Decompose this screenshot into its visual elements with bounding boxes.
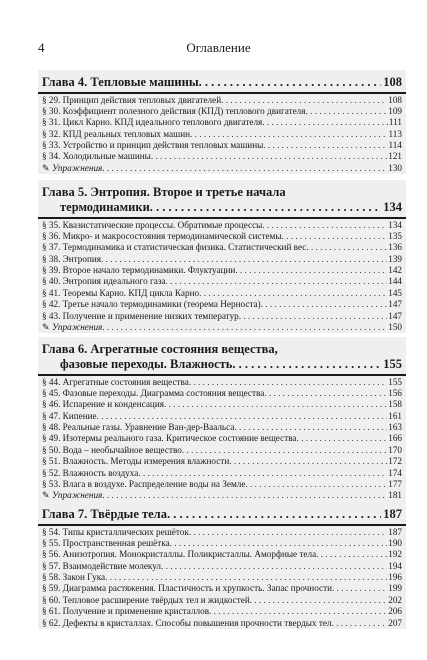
toc-entry-title: § 49. Изотермы реального газа. Критическое состояние вещества bbox=[42, 433, 297, 444]
toc-entry-exercises bbox=[42, 163, 402, 174]
toc-entry-title: § 35. Квазистатические процессы. Обратимые процессы bbox=[42, 219, 263, 230]
toc-entry-title: § 54. Типы кристаллических решёток bbox=[42, 526, 189, 537]
toc-entry-title: § 42. Третье начало термодинамики (теорема Нерноста) bbox=[42, 299, 261, 310]
toc-entry-title: § 40. Энтропия идеального газа bbox=[42, 276, 166, 287]
dot-leader bbox=[167, 507, 381, 522]
toc-entry-title: § 60. Тепловое расширение твёрдых тел и жидкостей bbox=[42, 594, 250, 605]
toc-entry-title: § 30. Коэффициент полезного действия (КПД) теплового двигателя bbox=[42, 105, 306, 116]
toc-entry bbox=[42, 265, 402, 276]
toc-entry-page: 156 bbox=[388, 387, 402, 398]
toc-entry bbox=[42, 468, 402, 479]
toc-entry bbox=[42, 231, 402, 242]
toc-entry-page: 155 bbox=[388, 376, 402, 387]
dot-leader bbox=[164, 399, 387, 410]
chapter-title-text: Глава 6. Агрегатные состояния вещества, bbox=[42, 342, 278, 356]
toc-entry-page: 139 bbox=[388, 253, 402, 264]
toc-entry bbox=[42, 129, 402, 140]
toc-entry bbox=[42, 538, 402, 549]
toc-entry bbox=[42, 595, 402, 606]
toc-entry-title: § 29. Принцип действия тепловых двигателей bbox=[42, 94, 222, 105]
toc-entry-title: § 61. Получение и применение кристаллов bbox=[42, 606, 210, 617]
section-list bbox=[38, 94, 406, 175]
dot-leader bbox=[229, 456, 387, 467]
dot-leader bbox=[306, 242, 387, 253]
toc-entry bbox=[42, 106, 402, 117]
dot-leader bbox=[262, 117, 388, 128]
dot-leader bbox=[190, 129, 388, 140]
toc-entry-page: 163 bbox=[388, 422, 402, 433]
toc-entry-title: § 55. Пространственная решётка bbox=[42, 537, 170, 548]
toc-entry-title: § 32. КПД реальных тепловых машин bbox=[42, 128, 191, 139]
chapter-block bbox=[38, 180, 406, 333]
dot-leader bbox=[138, 468, 387, 479]
toc-entry-page: 187 bbox=[388, 526, 402, 537]
toc-entry-page: 135 bbox=[388, 230, 402, 241]
dot-leader bbox=[297, 433, 388, 444]
toc-entry-page: 150 bbox=[388, 322, 402, 333]
toc-entry bbox=[42, 388, 402, 399]
toc-entry-page: 113 bbox=[388, 128, 402, 139]
toc-entry-title: Упражнения bbox=[52, 162, 103, 173]
toc-entry-title: § 52. Влажность воздуха bbox=[42, 467, 139, 478]
toc-entry bbox=[42, 377, 402, 388]
dot-leader bbox=[151, 151, 387, 162]
chapter-page-number: 187 bbox=[383, 507, 402, 521]
chapter-title-line bbox=[42, 200, 402, 215]
toc-entry-page: 134 bbox=[388, 219, 402, 230]
toc-entry-title: § 56. Анизотропия. Монокристаллы. Поликристаллы. Аморфные тела bbox=[42, 549, 317, 560]
chapter-title-text: Глава 5. Энтропия. Второе и третье начала bbox=[42, 185, 286, 199]
toc-entry bbox=[42, 422, 402, 433]
chapter-title-text: фазовые переходы. Влажность bbox=[60, 357, 233, 371]
toc-entry-page: 121 bbox=[388, 151, 402, 162]
toc-entry-page: 144 bbox=[388, 276, 402, 287]
toc-entry-page: 136 bbox=[388, 242, 402, 253]
toc-entry-page: 199 bbox=[388, 583, 402, 594]
toc-entry-page: 172 bbox=[388, 456, 402, 467]
dot-leader bbox=[234, 422, 387, 433]
toc-entry-page: 194 bbox=[388, 560, 402, 571]
dot-leader bbox=[199, 75, 382, 90]
toc-entry-page: 142 bbox=[388, 265, 402, 276]
toc-entry-page: 202 bbox=[388, 594, 402, 605]
chapter-heading bbox=[38, 180, 406, 217]
toc-entry bbox=[42, 399, 402, 410]
toc-entry-page: 206 bbox=[388, 606, 402, 617]
toc-entry-page: 161 bbox=[388, 410, 402, 421]
toc-entry-page: 108 bbox=[388, 94, 402, 105]
page-header bbox=[38, 40, 399, 58]
page-title: Оглавление bbox=[186, 40, 251, 55]
dot-leader bbox=[282, 231, 388, 242]
dot-leader bbox=[332, 583, 387, 594]
toc-entry-title: § 39. Второе начало термодинамики. Флуктуации bbox=[42, 265, 236, 276]
toc-entry-title: § 43. Получение и применение низких температур bbox=[42, 310, 239, 321]
toc-entry bbox=[42, 527, 402, 538]
chapter-title-line bbox=[42, 75, 402, 90]
toc-entry-page: 190 bbox=[388, 537, 402, 548]
toc-entry bbox=[42, 561, 402, 572]
chapter-title-text: термодинамики bbox=[60, 200, 150, 214]
toc-entry bbox=[42, 583, 402, 594]
toc-entry-page: 192 bbox=[388, 549, 402, 560]
chapter-page-number: 134 bbox=[383, 200, 402, 214]
toc-entry-title: § 46. Испарение и конденсация bbox=[42, 399, 164, 410]
chapter-block bbox=[38, 70, 406, 174]
dot-leader bbox=[261, 299, 388, 310]
dot-leader bbox=[209, 606, 387, 617]
chapter-page-number: 108 bbox=[383, 75, 402, 89]
toc-entry bbox=[42, 549, 402, 560]
dot-leader bbox=[199, 288, 387, 299]
toc-entry bbox=[42, 456, 402, 467]
dot-leader bbox=[97, 411, 388, 422]
chapter-heading bbox=[38, 70, 406, 92]
dot-leader bbox=[166, 276, 388, 287]
dot-leader bbox=[239, 311, 387, 322]
toc-entry bbox=[42, 117, 402, 128]
section-list bbox=[38, 376, 406, 502]
toc-entry-page: 147 bbox=[388, 310, 402, 321]
pencil-icon: ✎ bbox=[42, 162, 50, 173]
chapter-page-number: 155 bbox=[383, 357, 402, 371]
toc-entry-title: § 38. Энтропия bbox=[42, 253, 102, 264]
toc-entry-title: § 31. Цикл Карно. КПД идеального теплового двигателя bbox=[42, 117, 263, 128]
toc-entry-title: § 33. Устройство и принцип действия тепловых машины bbox=[42, 140, 264, 151]
toc-entry bbox=[42, 479, 402, 490]
toc-entry-title: § 44. Агрегатные состояния вещества bbox=[42, 376, 189, 387]
toc-entry bbox=[42, 151, 402, 162]
dot-leader bbox=[316, 549, 387, 560]
toc-entry bbox=[42, 220, 402, 231]
chapter-title-line bbox=[42, 357, 402, 372]
chapter-title-text: Глава 4. Тепловые машины bbox=[42, 75, 199, 89]
toc-entry-title: § 37. Термодинамика и статистическая физика. Статистический вес bbox=[42, 242, 307, 253]
toc-entry-page: 196 bbox=[388, 572, 402, 583]
toc-entry-title: § 59. Диаграмма растяжения. Пластичность и хрупкость. Запас прочности bbox=[42, 583, 333, 594]
toc-entry bbox=[42, 572, 402, 583]
chapter-title-line bbox=[42, 185, 402, 200]
toc-entry-page: 109 bbox=[388, 105, 402, 116]
dot-leader bbox=[232, 357, 381, 372]
toc-entry-page: 147 bbox=[388, 299, 402, 310]
toc-entry bbox=[42, 140, 402, 151]
toc-entry bbox=[42, 411, 402, 422]
toc-entry bbox=[42, 242, 402, 253]
toc-entry-page: 174 bbox=[388, 467, 402, 478]
toc-entry-page: 158 bbox=[388, 399, 402, 410]
dot-leader bbox=[250, 595, 387, 606]
toc-entry-title: § 57. Взаимодействие молекул bbox=[42, 560, 162, 571]
dot-leader bbox=[101, 254, 387, 265]
toc-entry bbox=[42, 95, 402, 106]
section-list bbox=[38, 219, 406, 334]
dot-leader bbox=[189, 527, 387, 538]
toc-entry bbox=[42, 433, 402, 444]
toc-entry-title: § 36. Микро- и макросостояния термодинамической системы bbox=[42, 230, 282, 241]
toc-entry-title: § 45. Фазовые переходы. Диаграмма состояния вещества bbox=[42, 387, 265, 398]
toc-entry-exercises bbox=[42, 322, 402, 333]
toc-entry-page: 145 bbox=[388, 287, 402, 298]
dot-leader bbox=[170, 538, 388, 549]
dot-leader bbox=[264, 388, 387, 399]
toc-entry-title: § 62. Дефекты в кристаллах. Способы повышения прочности твердых тел bbox=[42, 617, 332, 628]
chapter-title-line bbox=[42, 342, 402, 357]
toc-entry-page: 130 bbox=[388, 162, 402, 173]
toc-entry-title: § 48. Реальные газы. Уравнение Ван-дер-Ваальса bbox=[42, 422, 235, 433]
toc-entry-title: § 34. Холодильные машины bbox=[42, 151, 151, 162]
page-number: 4 bbox=[38, 40, 45, 55]
toc-entry bbox=[42, 445, 402, 456]
dot-leader bbox=[161, 561, 387, 572]
chapter-block bbox=[38, 337, 406, 502]
toc-entry-title: Упражнения bbox=[52, 490, 103, 501]
dot-leader bbox=[306, 106, 388, 117]
toc-entry-page: 181 bbox=[388, 490, 402, 501]
dot-leader bbox=[102, 490, 387, 501]
chapter-block bbox=[38, 502, 406, 629]
toc-entry-title: Упражнения bbox=[52, 322, 103, 333]
toc-entry bbox=[42, 288, 402, 299]
toc-entry-page: 166 bbox=[388, 433, 402, 444]
toc-entry-title: § 58. Закон Гука bbox=[42, 572, 106, 583]
dot-leader bbox=[150, 200, 381, 215]
dot-leader bbox=[221, 95, 387, 106]
toc-entry bbox=[42, 254, 402, 265]
chapter-heading bbox=[38, 337, 406, 374]
toc-entry-page: 170 bbox=[388, 444, 402, 455]
dot-leader bbox=[102, 163, 387, 174]
dot-leader bbox=[105, 572, 387, 583]
toc-entry-page: 207 bbox=[388, 617, 402, 628]
pencil-icon: ✎ bbox=[42, 490, 50, 501]
toc-entry bbox=[42, 606, 402, 617]
toc-entry bbox=[42, 311, 402, 322]
toc-entry-title: § 50. Вода – необычайное вещество bbox=[42, 444, 182, 455]
toc-entry-page: 177 bbox=[388, 479, 402, 490]
toc-entry-title: § 51. Влажность. Методы измерения влажности bbox=[42, 456, 230, 467]
toc-entry bbox=[42, 618, 402, 629]
dot-leader bbox=[262, 220, 387, 231]
toc-entry-page: 111 bbox=[388, 117, 402, 128]
dot-leader bbox=[102, 322, 387, 333]
dot-leader bbox=[235, 265, 387, 276]
dot-leader bbox=[263, 140, 387, 151]
dot-leader bbox=[182, 445, 387, 456]
chapter-title-text: Глава 7. Твёрдые тела bbox=[42, 507, 167, 521]
toc-entry-exercises bbox=[42, 490, 402, 501]
toc-entry-title: § 41. Теоремы Карно. КПД цикла Карно bbox=[42, 287, 200, 298]
dot-leader bbox=[245, 479, 387, 490]
dot-leader bbox=[332, 618, 388, 629]
chapter-title-line bbox=[42, 507, 402, 522]
section-list bbox=[38, 526, 406, 630]
toc-entry bbox=[42, 276, 402, 287]
toc-entry bbox=[42, 299, 402, 310]
dot-leader bbox=[189, 377, 387, 388]
toc-entry-page: 114 bbox=[388, 140, 402, 151]
chapter-heading bbox=[38, 502, 406, 524]
pencil-icon: ✎ bbox=[42, 322, 50, 333]
toc-entry-title: § 53. Влага в воздухе. Распределение воды на Земле bbox=[42, 479, 246, 490]
toc-entry-title: § 47. Кипение bbox=[42, 410, 97, 421]
